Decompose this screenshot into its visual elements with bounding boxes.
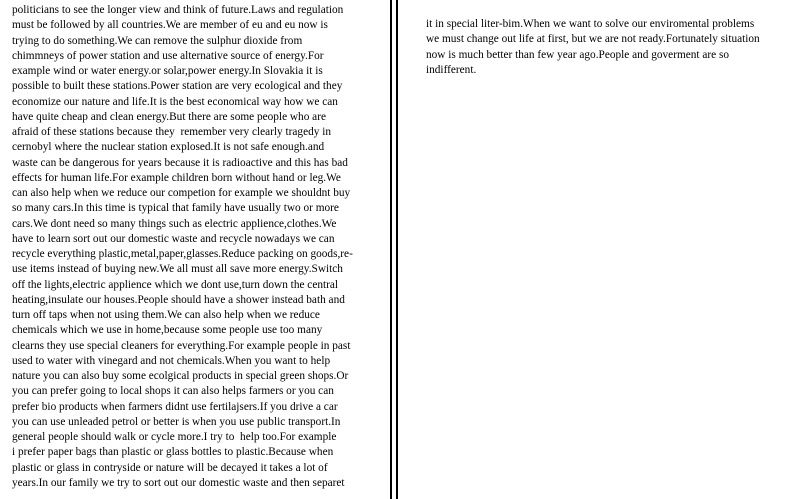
text-line: turn off taps when not using them.We can also help when we reduce	[12, 309, 320, 321]
page-left-text	[12, 3, 384, 491]
text-line: indifferent.	[426, 63, 477, 76]
text-line: have to learn sort out our domestic waste and recycle nowadays we can	[12, 232, 335, 245]
text-line: i prefer paper bags than plastic or glass bottles to plastic.Because when	[12, 446, 334, 459]
text-line: off the lights,electric applience which we dont use,turn down the central	[12, 278, 339, 291]
text-line: we must change out life at first, but we are not ready.Fortunately situation	[426, 33, 760, 46]
text-line: use items instead of buying new.We all must all save more energy.Switch	[12, 263, 343, 276]
text-line: you can use unleaded petrol or better is when you use public transport.In	[12, 415, 341, 428]
text-line: can also help when we reduce our competion for example we shouldnt buy	[12, 187, 351, 199]
text-line: so many cars.In this time is typical that family have usually two or more	[12, 202, 339, 215]
text-line: now is much better than few year ago.People and goverment are so	[426, 48, 730, 61]
page-divider	[390, 0, 398, 499]
text-line: politicians to see the longer view and think of future.Laws and regulation	[12, 4, 344, 16]
page-right	[398, 0, 800, 499]
text-line: heating,insulate our houses.People should have a shower instead bath and	[12, 293, 345, 306]
text-line: plastic or glass in contryside or nature will be decayed it takes a lot of	[12, 461, 328, 474]
text-line: chemicals which we use in home,because some people use too many	[12, 324, 323, 337]
text-line: general people should walk or cycle more.I try to help too.For example	[12, 431, 337, 443]
text-line: effects for human life.For example children born without hand or leg.We	[12, 171, 341, 184]
text-line: it in special liter-bim.When we want to solve our enviromental problems	[426, 18, 755, 30]
text-line: trying to do something.We can remove the sulphur dioxide from	[12, 34, 303, 47]
page-right-text	[426, 17, 796, 78]
text-line: you can prefer going to local shops it can also helps farmers or you can	[12, 385, 334, 398]
text-line: example wind or water energy.or solar,power energy.In Slovakia it is	[12, 65, 323, 77]
text-line: waste can be dangerous for years because it is radioactive and this has bad	[12, 156, 348, 169]
page-left	[0, 0, 390, 499]
text-line: cernobyl where the nuclear station explosed.It is not safe enough.and	[12, 141, 325, 154]
text-line: used to water with vinegard and not chemicals.When you want to help	[12, 354, 331, 367]
text-line: afraid of these stations because they remember very clearly tragedy in	[12, 126, 331, 138]
text-line: possible to built these stations.Power station are very ecological and they	[12, 80, 343, 93]
text-line: clearns they use special cleaners for everything.For example people in past	[12, 339, 351, 352]
text-line: cars.We dont need so many things such as electric applience,clothes.We	[12, 217, 337, 230]
text-line: have quite cheap and clean energy.But there are some people who are	[12, 110, 326, 123]
text-line: prefer bio products when farmers didnt use fertilajsers.If you drive a car	[12, 400, 338, 413]
text-line: years.In our family we try to sort out our domestic waste and then separet	[12, 476, 345, 489]
text-line: economize our nature and life.It is the best economical way how we can	[12, 95, 338, 108]
text-line: must be followed by all countries.We are member of eu and eu now is	[12, 19, 328, 32]
text-line: chimmneys of power station and use alternative source of energy.For	[12, 49, 324, 62]
text-line: recycle everything plastic,metal,paper,glasses.Reduce packing on goods,re-	[12, 248, 353, 260]
text-line: nature you can also buy some ecolgical products in special green shops.Or	[12, 370, 349, 382]
